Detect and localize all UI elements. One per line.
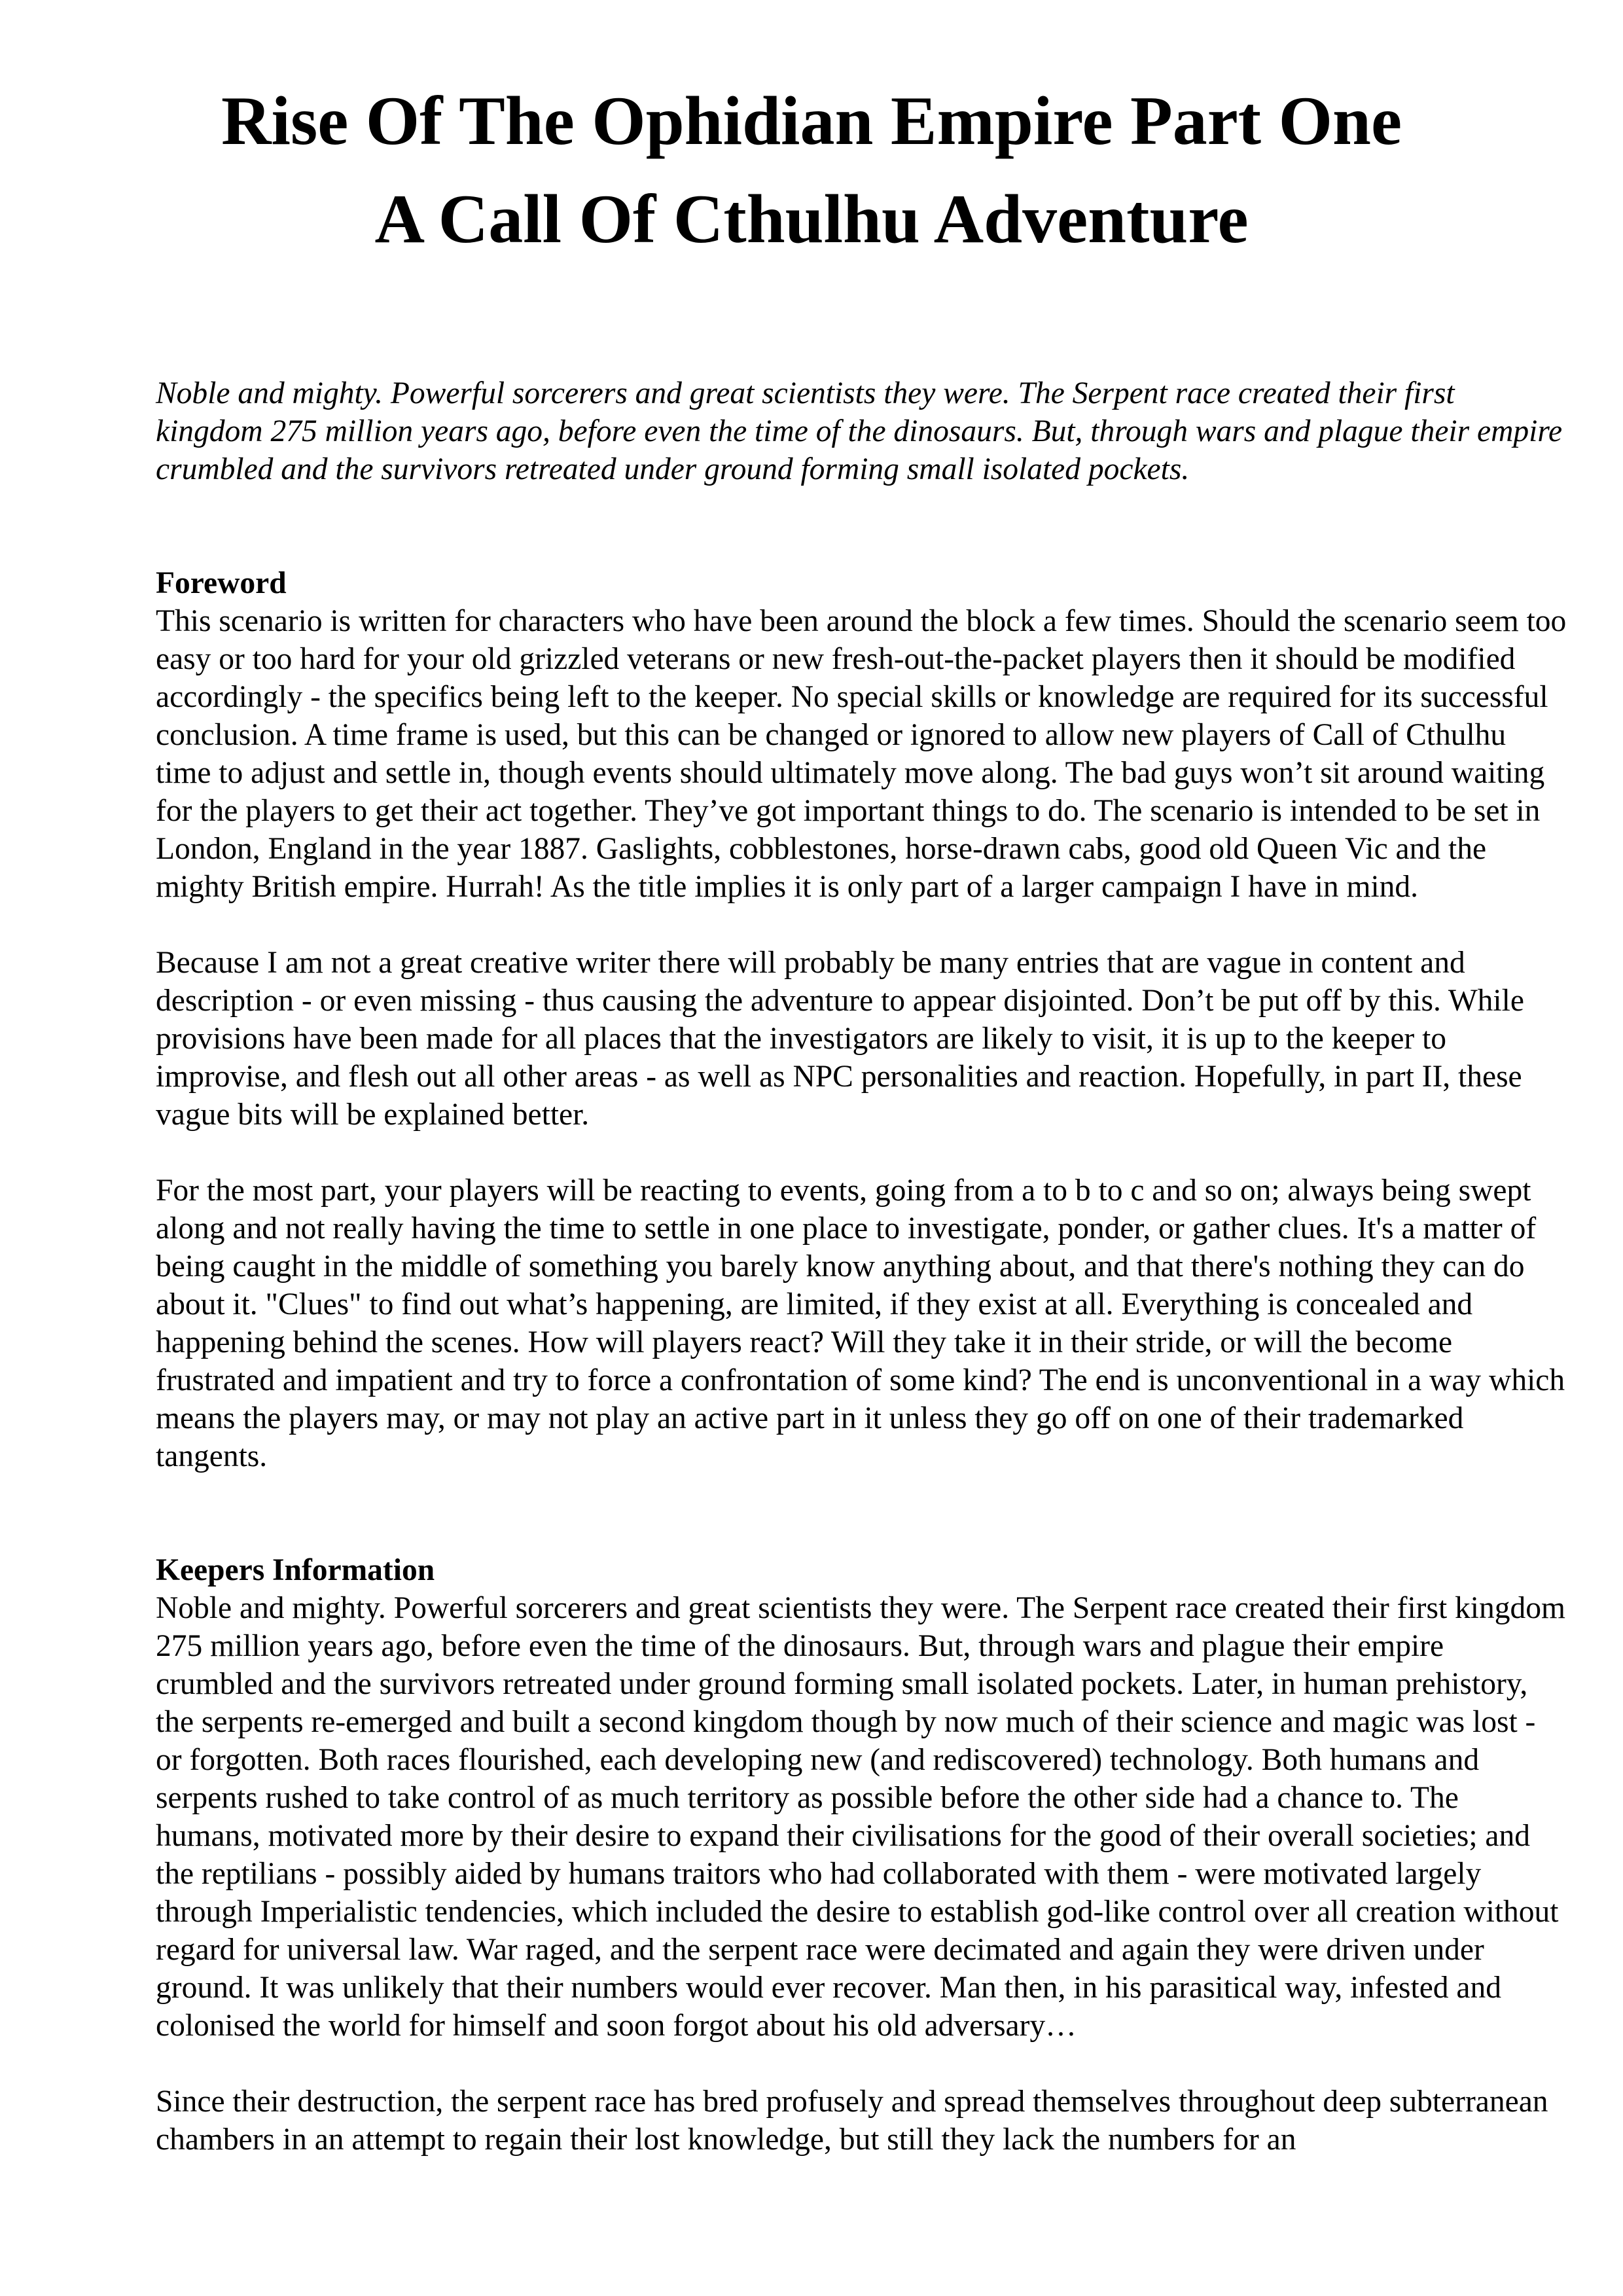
- section-spacer: [156, 488, 1568, 564]
- title-line-2: A Call Of Cthulhu Adventure: [374, 181, 1249, 257]
- foreword-paragraph: For the most part, your players will be reacting to events, going from a to b to c and so on; always being swept along and not really having the time to settle in one place to investigate, ponder, or gather clues. It's a matter of being caught in the middle of something you barely know anything about, and that there's nothing they can do about it. "Clues" to find out what’s happening, are limited, if they exist at all. Everything is concealed and happening behind the scenes. How will players react? Will they take it in their stride, or will the become frustrated and impatient and try to force a confrontation of some kind? The end is unconventional in a way which means the players may, or may not play an active part in it unless they go off on one of their trademarked tangents.: [156, 1174, 1565, 1473]
- keepers-information-heading: Keepers Information: [156, 1553, 435, 1587]
- paragraph-spacer: [156, 1134, 1568, 1172]
- title-line-1: Rise Of The Ophidian Empire Part One: [221, 82, 1402, 159]
- paragraph-spacer: [156, 2045, 1568, 2083]
- section-spacer: [156, 1475, 1568, 1551]
- document-body: [156, 374, 1568, 2159]
- foreword-heading: Foreword: [156, 566, 287, 600]
- foreword-paragraph: Because I am not a great creative writer there will probably be many entries that are vague in content and description - or even missing - thus causing the adventure to appear disjointed. Don’t be put off by this. While provisions have been made for all places that the investigators are likely to visit, it is up to the keeper to improvise, and flesh out all other areas - as well as NPC personalities and reaction. Hopefully, in part II, these vague bits will be explained better.: [156, 946, 1524, 1132]
- keepers-information-paragraph: Since their destruction, the serpent race has bred profusely and spread themselves throughout deep subterranean chambers in an attempt to regain their lost knowledge, but still they lack the numbers for an: [156, 2085, 1548, 2157]
- foreword-paragraph: This scenario is written for characters who have been around the block a few times. Should the scenario seem too easy or too hard for your old grizzled veterans or new fresh-out-the-packet players then it should be modified accordingly - the specifics being left to the keeper. No special skills or knowledge are required for its successful conclusion. A time frame is used, but this can be changed or ignored to allow new players of Call of Cthulhu time to adjust and settle in, though events should ultimately move along. The bad guys won’t sit around waiting for the players to get their act together. They’ve got important things to do. The scenario is intended to be set in London, England in the year 1887. Gaslights, cobblestones, horse-drawn cabs, good old Queen Vic and the mighty British empire. Hurrah! As the title implies it is only part of a larger campaign I have in mind.: [156, 604, 1567, 904]
- paragraph-spacer: [156, 906, 1568, 944]
- keepers-information-paragraph: Noble and mighty. Powerful sorcerers and great scientists they were. The Serpent race created their first kingdom 275 million years ago, before even the time of the dinosaurs. But, through wars and plague their empire crumbled and the survivors retreated under ground forming small isolated pockets. Later, in human prehistory, the serpents re-emerged and built a second kingdom though by now much of their science and magic was lost - or forgotten. Both races flourished, each developing new (and rediscovered) technology. Both humans and serpents rushed to take control of as much territory as possible before the other side had a chance to. The humans, motivated more by their desire to expand their civilisations for the good of their overall societies; and the reptilians - possibly aided by humans traitors who had collaborated with them - were motivated largely through Imperialistic tendencies, which included the desire to establish god-like control over all creation without regard for universal law. War raged, and the serpent race were decimated and again they were driven under ground. It was unlikely that their numbers would ever recover. Man then, in his parasitical way, infested and colonised the world for himself and soon forgot about his old adversary…: [156, 1591, 1565, 2043]
- intro-paragraph: Noble and mighty. Powerful sorcerers and great scientists they were. The Serpent race created their first kingdom 275 million years ago, before even the time of the dinosaurs. But, through wars and plague their empire crumbled and the survivors retreated under ground forming small isolated pockets.: [156, 376, 1563, 486]
- document-title: [0, 72, 1623, 268]
